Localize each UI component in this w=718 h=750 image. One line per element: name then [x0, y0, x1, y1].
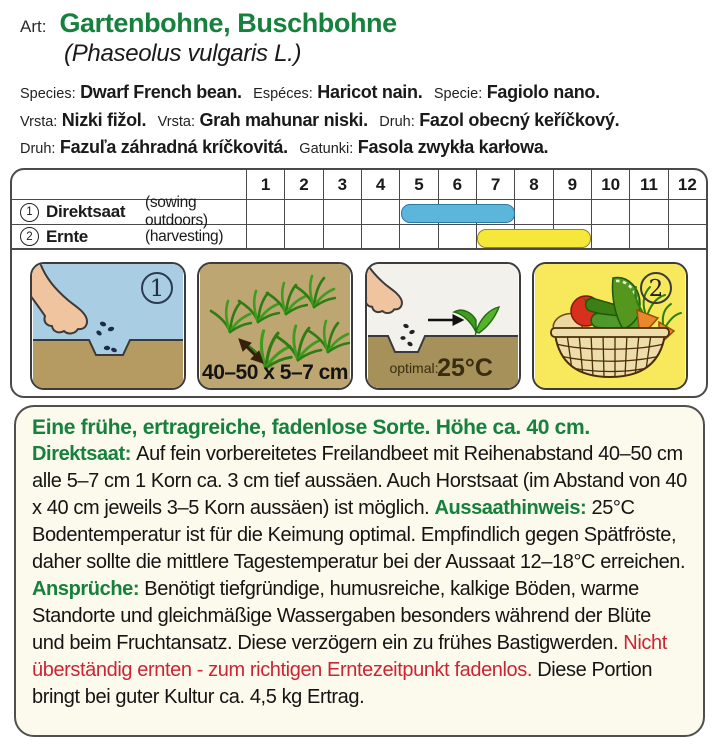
species-label: Species: — [20, 86, 76, 102]
calendar-cell — [629, 225, 667, 250]
calendar-cell — [284, 225, 322, 250]
description-box — [14, 405, 705, 737]
species-value: Nizki fižol. — [61, 109, 147, 130]
month-header: 3 — [323, 170, 361, 200]
calendar-row-label-direktsaat — [12, 194, 246, 229]
species-line — [20, 135, 718, 163]
calendar-cell — [399, 225, 437, 250]
species-label: Vrsta: — [157, 113, 195, 130]
species-pair — [20, 109, 147, 130]
month-header: 4 — [361, 170, 399, 200]
calendar-cell — [361, 200, 399, 225]
month-header: 12 — [668, 170, 706, 200]
sowing-hand-illustration — [32, 264, 184, 388]
species-label: Vrsta: — [20, 113, 58, 130]
species-pair — [20, 82, 242, 102]
calendar-cell — [361, 225, 399, 250]
sowing-calendar-table — [12, 170, 706, 250]
species-line — [20, 80, 718, 108]
panel-harvest-basket — [532, 262, 688, 390]
row-label: Direktsaat — [46, 202, 126, 221]
species-label: Specie: — [433, 86, 483, 102]
calendar-cell — [514, 200, 552, 225]
calendar-cell — [246, 225, 284, 250]
desc-text: 25°C Bodentemperatur ist für die Keimung optimal. Empfindlich gegen Spätfröste, daher sollte die mittlere Tagestemperatur bei der Aussaat 12–18°C erreichen. — [32, 497, 686, 573]
species-label: Espéces: — [253, 86, 313, 102]
desc-keyword: Ansprüche: — [32, 578, 145, 600]
panel-plant-spacing — [197, 262, 353, 390]
species-pair — [433, 82, 600, 102]
species-value: Fazuľa záhradná kríčkovitá. — [59, 137, 288, 157]
description-text — [32, 441, 687, 711]
species-value: Fagiolo nano. — [486, 82, 600, 102]
species-pair — [299, 137, 549, 157]
svg-text:1: 1 — [149, 275, 164, 302]
svg-text:25°C: 25°C — [436, 353, 493, 382]
calendar-cell — [668, 225, 706, 250]
species-label: Druh: — [379, 113, 415, 130]
circled-number-1: 1 — [20, 203, 39, 222]
species-pair — [253, 82, 423, 102]
svg-text:2: 2 — [649, 275, 664, 302]
species-value: Fazol obecný keříčkový. — [419, 109, 620, 130]
spacing-text: 40–50 x 5–7 cm — [202, 360, 349, 384]
desc-keyword: Direktsaat: — [32, 443, 137, 465]
calendar-cell — [323, 225, 361, 250]
species-value: Dwarf French bean. — [80, 82, 242, 102]
soil-temperature-illustration — [367, 264, 519, 388]
row-sublabel: (harvesting) — [145, 227, 224, 245]
calendar-cell — [246, 200, 284, 225]
art-row — [20, 8, 718, 39]
month-header: 2 — [284, 170, 322, 200]
calendar-cell — [323, 200, 361, 225]
desc-warning: Nicht überständig ernten - zum richtigen Erntezeitpunkt fadenlos. — [32, 632, 667, 681]
month-header: 11 — [629, 170, 667, 200]
calendar-cell — [591, 225, 629, 250]
species-line — [20, 108, 718, 136]
month-header: 1 — [246, 170, 284, 200]
desc-keyword: Aussaathinweis: — [434, 497, 592, 519]
calendar-row-label-ernte — [12, 225, 246, 250]
month-header: 5 — [399, 170, 437, 200]
harvest-period-bar — [477, 229, 591, 248]
month-header: 7 — [476, 170, 514, 200]
row-sublabel: (sowing outdoors) — [145, 194, 208, 229]
desc-text: Auf fein vorbereitetes Freilandbeet mit Reihenabstand 40–50 cm alle 5–7 cm 1 Korn ca. 3 cm tief aussäen. Auch Horstsaat (im Abstand von 40 x 40 cm jeweils 3–5 Korn aussäen) ist möglich. — [32, 443, 687, 519]
month-header: 10 — [591, 170, 629, 200]
pictogram-panels — [18, 260, 700, 391]
species-label: Druh: — [20, 141, 56, 157]
desc-text: Diese Portion bringt bei guter Kultur ca. 4,5 kg Ertrag. — [32, 659, 653, 708]
species-pair — [379, 109, 620, 130]
art-label: Art: — [20, 17, 47, 36]
month-header: 9 — [553, 170, 591, 200]
calendar-cell — [668, 200, 706, 225]
species-label: Gatunki: — [299, 141, 354, 157]
calendar-cell — [553, 200, 591, 225]
sowing-period-bar — [401, 204, 515, 223]
latin-name: (Phaseolus vulgaris L.) — [64, 40, 302, 67]
panel-soil-temperature — [365, 262, 521, 390]
harvest-basket-illustration — [534, 264, 686, 388]
variety-headline: Eine frühe, ertragreiche, fadenlose Sorte. Höhe ca. 40 cm. — [32, 416, 590, 439]
row-label: Ernte — [46, 226, 88, 246]
calendar-cell — [629, 200, 667, 225]
circled-number-2: 2 — [20, 227, 39, 246]
species-value: Fasola zwykła karłowa. — [357, 137, 549, 157]
species-pair — [157, 109, 368, 130]
species-value: Haricot nain. — [317, 82, 423, 102]
month-header: 8 — [514, 170, 552, 200]
species-pair — [20, 137, 288, 157]
sowing-calendar-box — [10, 168, 708, 398]
plant-spacing-illustration — [199, 264, 351, 388]
page-title: Gartenbohne, Buschbohne — [59, 8, 397, 38]
svg-text:optimal:: optimal: — [389, 359, 439, 376]
header — [0, 0, 718, 68]
calendar-cell — [284, 200, 322, 225]
species-lines — [0, 68, 718, 163]
panel-sowing-outdoors — [30, 262, 186, 390]
calendar-cell — [438, 225, 476, 250]
calendar-cell — [591, 200, 629, 225]
desc-text: Benötigt tiefgründige, humusreiche, kalkige Böden, warme Standorte und gleichmäßige Wassergaben besonders während der Blüte und beim Fruchtansatz. Diese verzögern ein zu frühes Bastigwerden. — [32, 578, 651, 654]
species-value: Grah mahunar niski. — [199, 109, 368, 130]
month-header: 6 — [438, 170, 476, 200]
